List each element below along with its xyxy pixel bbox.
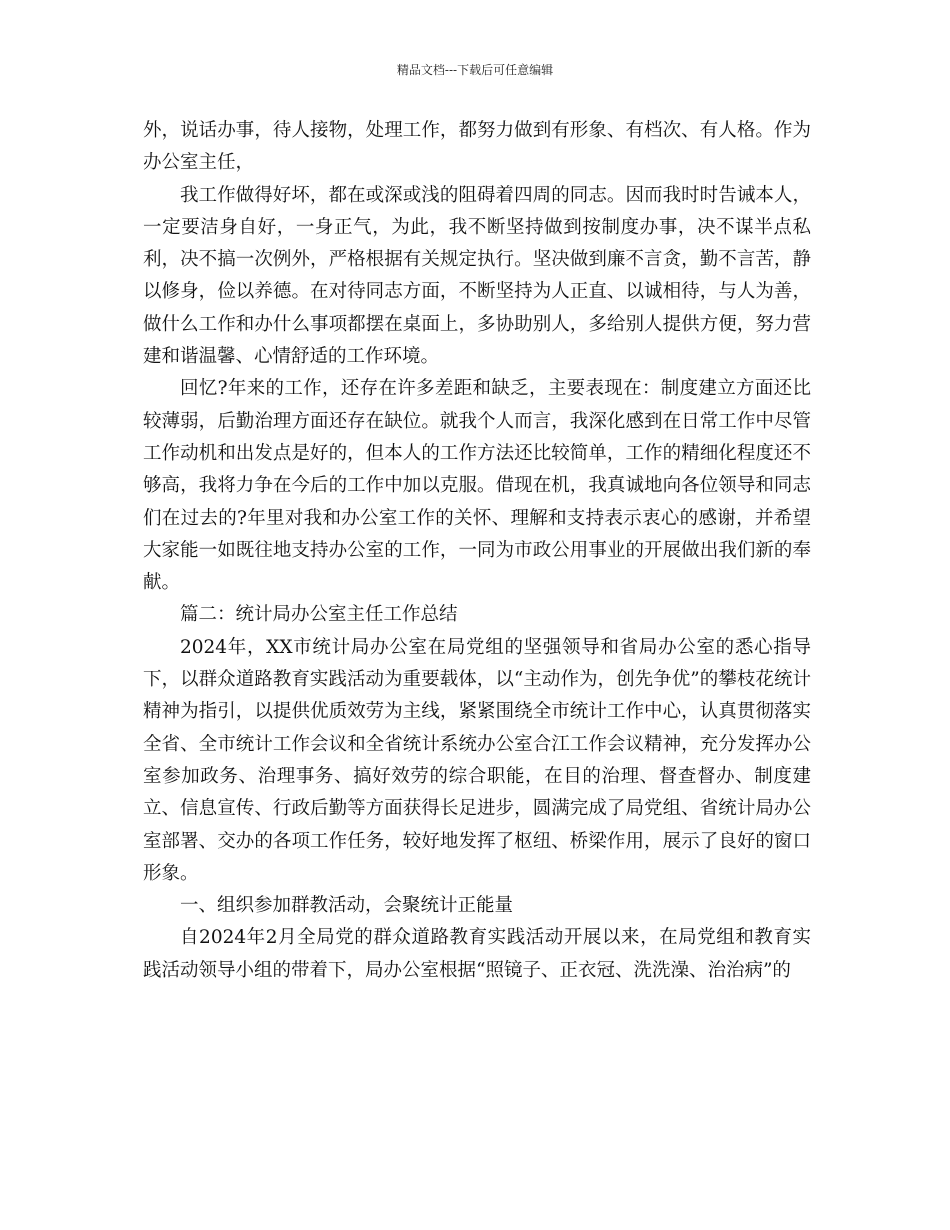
document-body [143,115,811,987]
section-heading-one: 一、组织参加群教活动，会聚统计正能量 [180,895,514,917]
paragraph-review: 回忆?年来的工作，还存在许多差距和缺乏，主要表现在：制度建立方面还比较薄弱，后勤治理方面还存在缺位。就我个人而言，我深化感到在日常工作中尽管工作动机和出发点是好的，但本人的工作方法还比较简单，工作的精细化程度还不够高，我将力争在今后的工作中加以克服。借现在机，我真诚地向各位领导和同志们在过去的?年里对我和办公室工作的关怀、理解和支持表示衷心的感谢，并希望大家能一如既往地支持办公室的工作，一同为市政公用事业的开展做出我们新的奉献。 [143,378,811,594]
paragraph-self-discipline: 我工作做得好坏，都在或深或浅的阻碍着四周的同志。因而我时时告诫本人，一定要洁身自好，一身正气，为此，我不断坚持做到按制度办事，决不谋半点私利，决不搞一次例外，严格根据有关规定执行。坚决做到廉不言贪，勤不言苦，静以修身，俭以养德。在对待同志方面，不断坚持为人正直、以诚相待，与人为善，做什么工作和办什么事项都摆在桌面上，多协助别人，多给别人提供方便，努力营建和谐温馨、心情舒适的工作环境。 [143,184,811,368]
paragraph-campaign: 自2024年2月全局党的群众道路教育实践活动开展以来，在局党组和教育实践活动领导小组的带着下，局办公室根据“照镜子、正衣冠、洗洗澡、治治病”的 [143,927,811,981]
paragraph-continuation: 外，说话办事，待人接物，处理工作，都努力做到有形象、有档次、有人格。作为办公室主任， [143,120,811,174]
paragraph-2024-summary: 2024年，XX市统计局办公室在局党组的坚强领导和省局办公室的悉心指导下，以群众道路教育实践活动为重要载体，以“主动作为，创先争优”的攀枝花统计精神为指引，以提供优质效劳为主线，紧紧围绕全市统计工作中心，认真贯彻落实全省、全市统计工作会议和全省统计系统办公室合江工作会议精神，充分发挥办公室参加政务、治理事务、搞好效劳的综合职能，在目的治理、督查督办、制度建立、信息宣传、行政后勤等方面获得长足进步，圆满完成了局党组、省统计局办公室部署、交办的各项工作任务，较好地发挥了枢纽、桥梁作用，展示了良好的窗口形象。 [143,636,811,884]
page-header: 精品文档---下载后可任意编辑 [396,63,554,77]
section-heading-part-two: 篇二：统计局办公室主任工作总结 [180,604,458,626]
